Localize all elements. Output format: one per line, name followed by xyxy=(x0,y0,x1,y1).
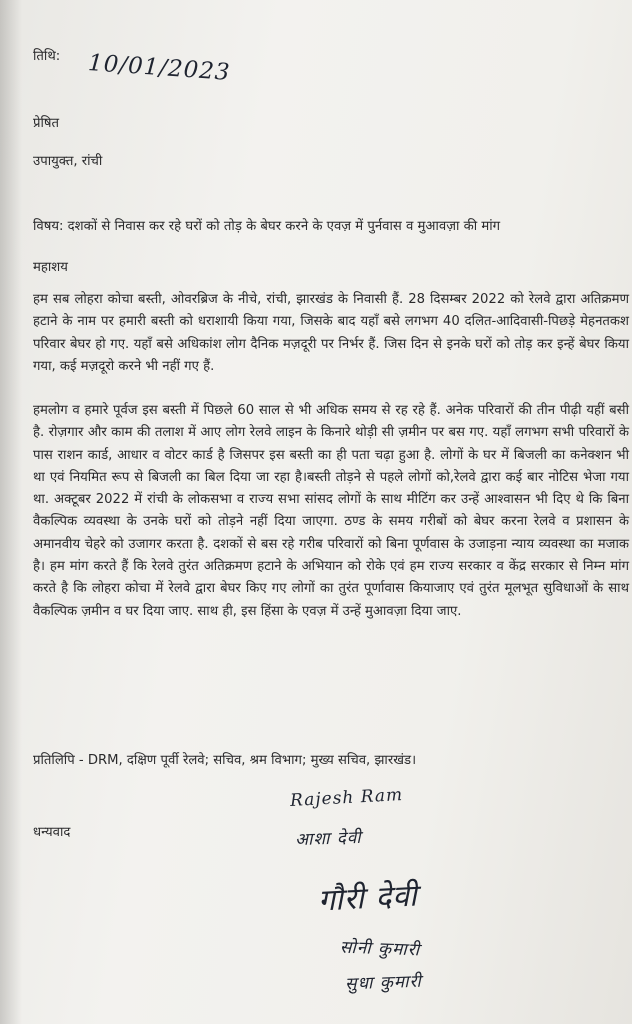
signature-1: Rajesh Ram xyxy=(289,785,404,811)
body-paragraph-2: हमलोग व हमारे पूर्वज इस बस्ती में पिछले 60 साल से भी अधिक समय से रह रहे हैं. अनेक परिवारों की तीन पीढ़ी यहीं बसी है. रोज़गार और काम की तलाश में आए लोग रेलवे लाइन के किनारे थोड़ी सी ज़मीन पर बस गए. यहाँ लगभग सभी परिवारों के पास राशन कार्ड, आधार व वोटर कार्ड है जिसपर इस बस्ती का ही पता चढ़ा हुआ है. लोगों के घर में बिजली का कनेक्शन भी था एवं नियमित रूप से बिजली का बिल दिया जा रहा है।बस्ती तोड़ने से पहले लोगों को,रेलवे द्वारा कई बार नोटिस भेजा गया था. अक्टूबर 2022 में रांची के लोकसभा व राज्य सभा सांसद लोगों के साथ मीटिंग कर उन्हें आश्वासन भी दिए थे कि बिना वैकल्पिक व्यवस्था के उनके घरों को तोड़ने नहीं दिया जाएगा. ठण्ड के समय गरीबों को बेघर करना रेलवे व प्रशासन के अमानवीय चेहरे को उजागर करता है. दशकों से बस रहे गरीब परिवारों को बिना पूर्णवास के उजाड़ना न्याय व्यवस्था का मजाक है। हम मांग करते हैं कि रेलवे तुरंत अतिक्रमण हटाने के अभियान को रोके एवं हम राज्य सरकार व केंद्र सरकार से निम्न मांग करते है कि लोहरा कोचा में रेलवे द्वारा बेघर किए गए लोगों का तुरंत पूर्णावास कियाजाए एवं तुरंत मूलभूत सुविधाओं के साथ वैकल्पिक ज़मीन व घर दिया जाए. साथ ही, इस हिंसा के एवज़ में उन्हें मुआवज़ा दिया जाए. xyxy=(33,403,630,619)
signature-4: सोनी कुमारी xyxy=(339,937,421,961)
subject-line: विषय: दशकों से निवास कर रहे घरों को तोड़ के बेघर करने के एवज़ में पुर्नवास व मुआवज़ा की मांग xyxy=(33,219,501,234)
to-label: प्रेषित xyxy=(33,116,60,131)
signature-5: सुधा कुमारी xyxy=(344,971,423,995)
body-paragraph-1: हम सब लोहरा कोचा बस्ती, ओवरब्रिज के नीचे, रांची, झारखंड के निवासी हैं. 28 दिसम्बर 2022 को रेलवे द्वारा अतिक्रमण हटाने के नाम पर हमारी बस्ती को धराशायी किया गया, जिसके बाद यहाँ बसे लगभग 40 दलित-आदिवासी-पिछड़े मेहनतकश परिवार बेघर हो गए. यहाँ बसे अधिकांश लोग दैनिक मज़दूरी पर निर्भर हैं. जिस दिन से इनके घरों को तोड़ कर इन्हें बेघर किया गया, कई मज़दूरो करने भी नहीं गए हैं. xyxy=(33,292,629,374)
page-edge-shadow xyxy=(0,0,22,1024)
date-label: तिथि: xyxy=(33,49,61,64)
thanks-line: धन्यवाद xyxy=(33,825,71,840)
signature-2: आशा देवी xyxy=(294,827,363,851)
copy-to-line: प्रतिलिपि - DRM, दक्षिण पूर्वी रेलवे; सचिव, श्रम विभाग; मुख्य सचिव, झारखंड। xyxy=(33,753,417,768)
salutation: महाशय xyxy=(33,260,68,275)
signature-3: गौरी देवी xyxy=(317,878,419,919)
handwritten-date: 10/01/2023 xyxy=(87,50,232,86)
recipient: उपायुक्त, रांची xyxy=(33,154,103,169)
